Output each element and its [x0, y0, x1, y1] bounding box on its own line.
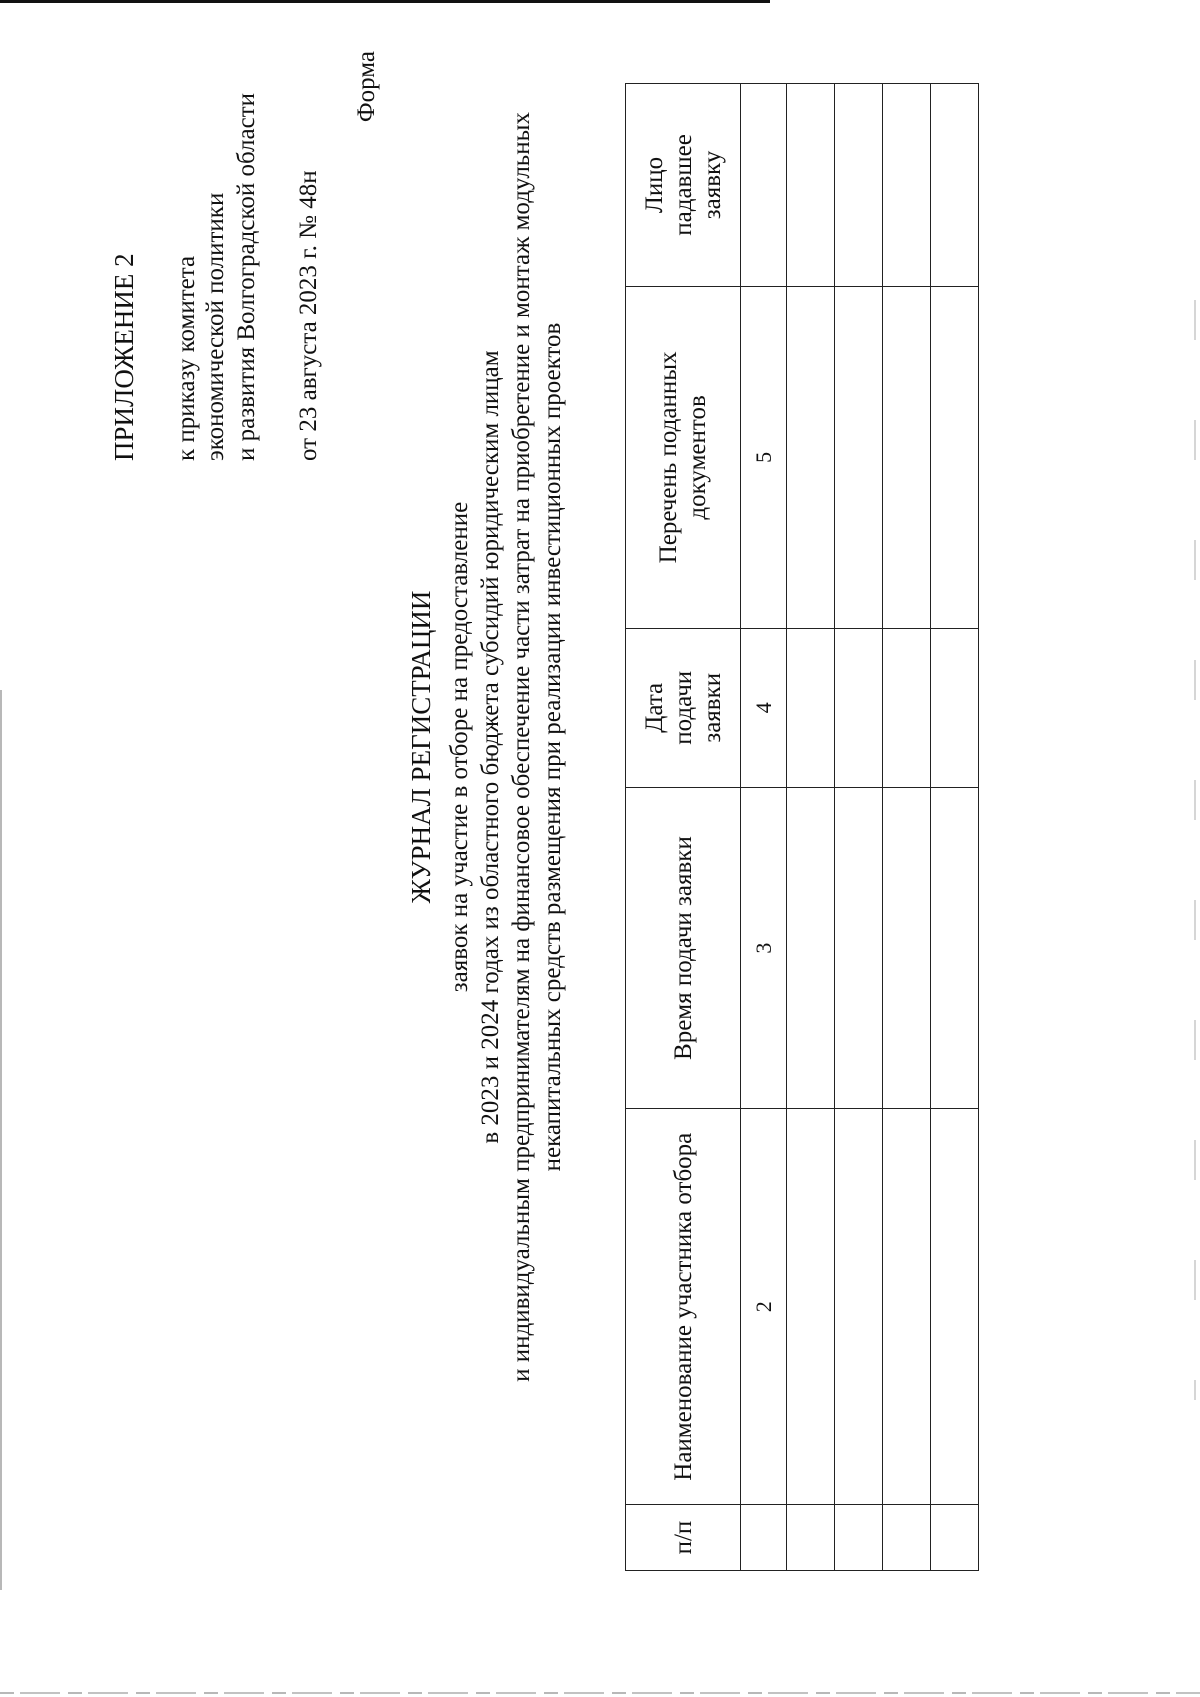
registration-table: [625, 83, 979, 1571]
table-cell: [883, 628, 931, 787]
table-number-row: [741, 84, 787, 1571]
col-number-3: 3: [741, 787, 787, 1109]
table-cell: [835, 84, 883, 287]
table-cell: [835, 628, 883, 787]
table-cell: [787, 84, 835, 287]
journal-title: ЖУРНАЛ РЕГИСТРАЦИИ: [406, 590, 436, 904]
table-cell: [835, 1505, 883, 1571]
col-number-5: 5: [741, 286, 787, 628]
table-header-row: [626, 84, 741, 1571]
table-cell: [787, 787, 835, 1109]
col-header-submitter: Лицо падавшее заявку: [626, 84, 741, 287]
col-header-documents: Перечень поданных документов: [626, 286, 741, 628]
col-number-4: 4: [741, 628, 787, 787]
table-cell: [931, 787, 979, 1109]
table-cell: [931, 84, 979, 287]
table-row: [835, 84, 883, 1571]
table-cell: [835, 286, 883, 628]
table-cell: [931, 1505, 979, 1571]
order-line-1: к приказу комитета: [173, 255, 200, 461]
title-line-2: в 2023 и 2024 годах из областного бюджета субсидий юридическим лицам: [477, 350, 504, 1144]
col-header-number: п/п: [626, 1505, 741, 1571]
table-row: [883, 84, 931, 1571]
table-body: [787, 84, 979, 1571]
table-cell: [835, 1109, 883, 1505]
order-line-3: и развития Волгоградской области: [233, 92, 260, 461]
table-cell: [787, 628, 835, 787]
table-cell: [883, 787, 931, 1109]
table-cell: [835, 787, 883, 1109]
table-cell: [883, 84, 931, 287]
table-cell: [931, 1109, 979, 1505]
appendix-heading: ПРИЛОЖЕНИЕ 2: [109, 253, 139, 461]
form-label: Форма: [353, 51, 380, 123]
col-number-6: [741, 84, 787, 287]
table-cell: [931, 286, 979, 628]
title-line-1: заявок на участие в отборе на предоставление: [446, 501, 473, 993]
table-cell: [787, 1109, 835, 1505]
order-line-2: экономической политики: [202, 192, 229, 461]
col-header-participant: Наименование участника отбора: [626, 1109, 741, 1505]
table-cell: [883, 1505, 931, 1571]
title-line-3: и индивидуальным предпринимателям на финансовое обеспечение части затрат на приобретение и монтаж модульных: [508, 112, 535, 1382]
table-row: [787, 84, 835, 1571]
table-cell: [883, 286, 931, 628]
col-number-1: [741, 1505, 787, 1571]
table-cell: [787, 286, 835, 628]
col-number-2: 2: [741, 1109, 787, 1505]
order-date: от 23 августа 2023 г. № 48н: [295, 170, 322, 461]
table-cell: [883, 1109, 931, 1505]
title-line-4: некапитальных средств размещения при реализации инвестиционных проектов: [539, 322, 566, 1172]
table-row: [931, 84, 979, 1571]
col-header-time: Время подачи заявки: [626, 787, 741, 1109]
col-header-date: Дата подачи заявки: [626, 628, 741, 787]
table-cell: [931, 628, 979, 787]
table-cell: [787, 1505, 835, 1571]
